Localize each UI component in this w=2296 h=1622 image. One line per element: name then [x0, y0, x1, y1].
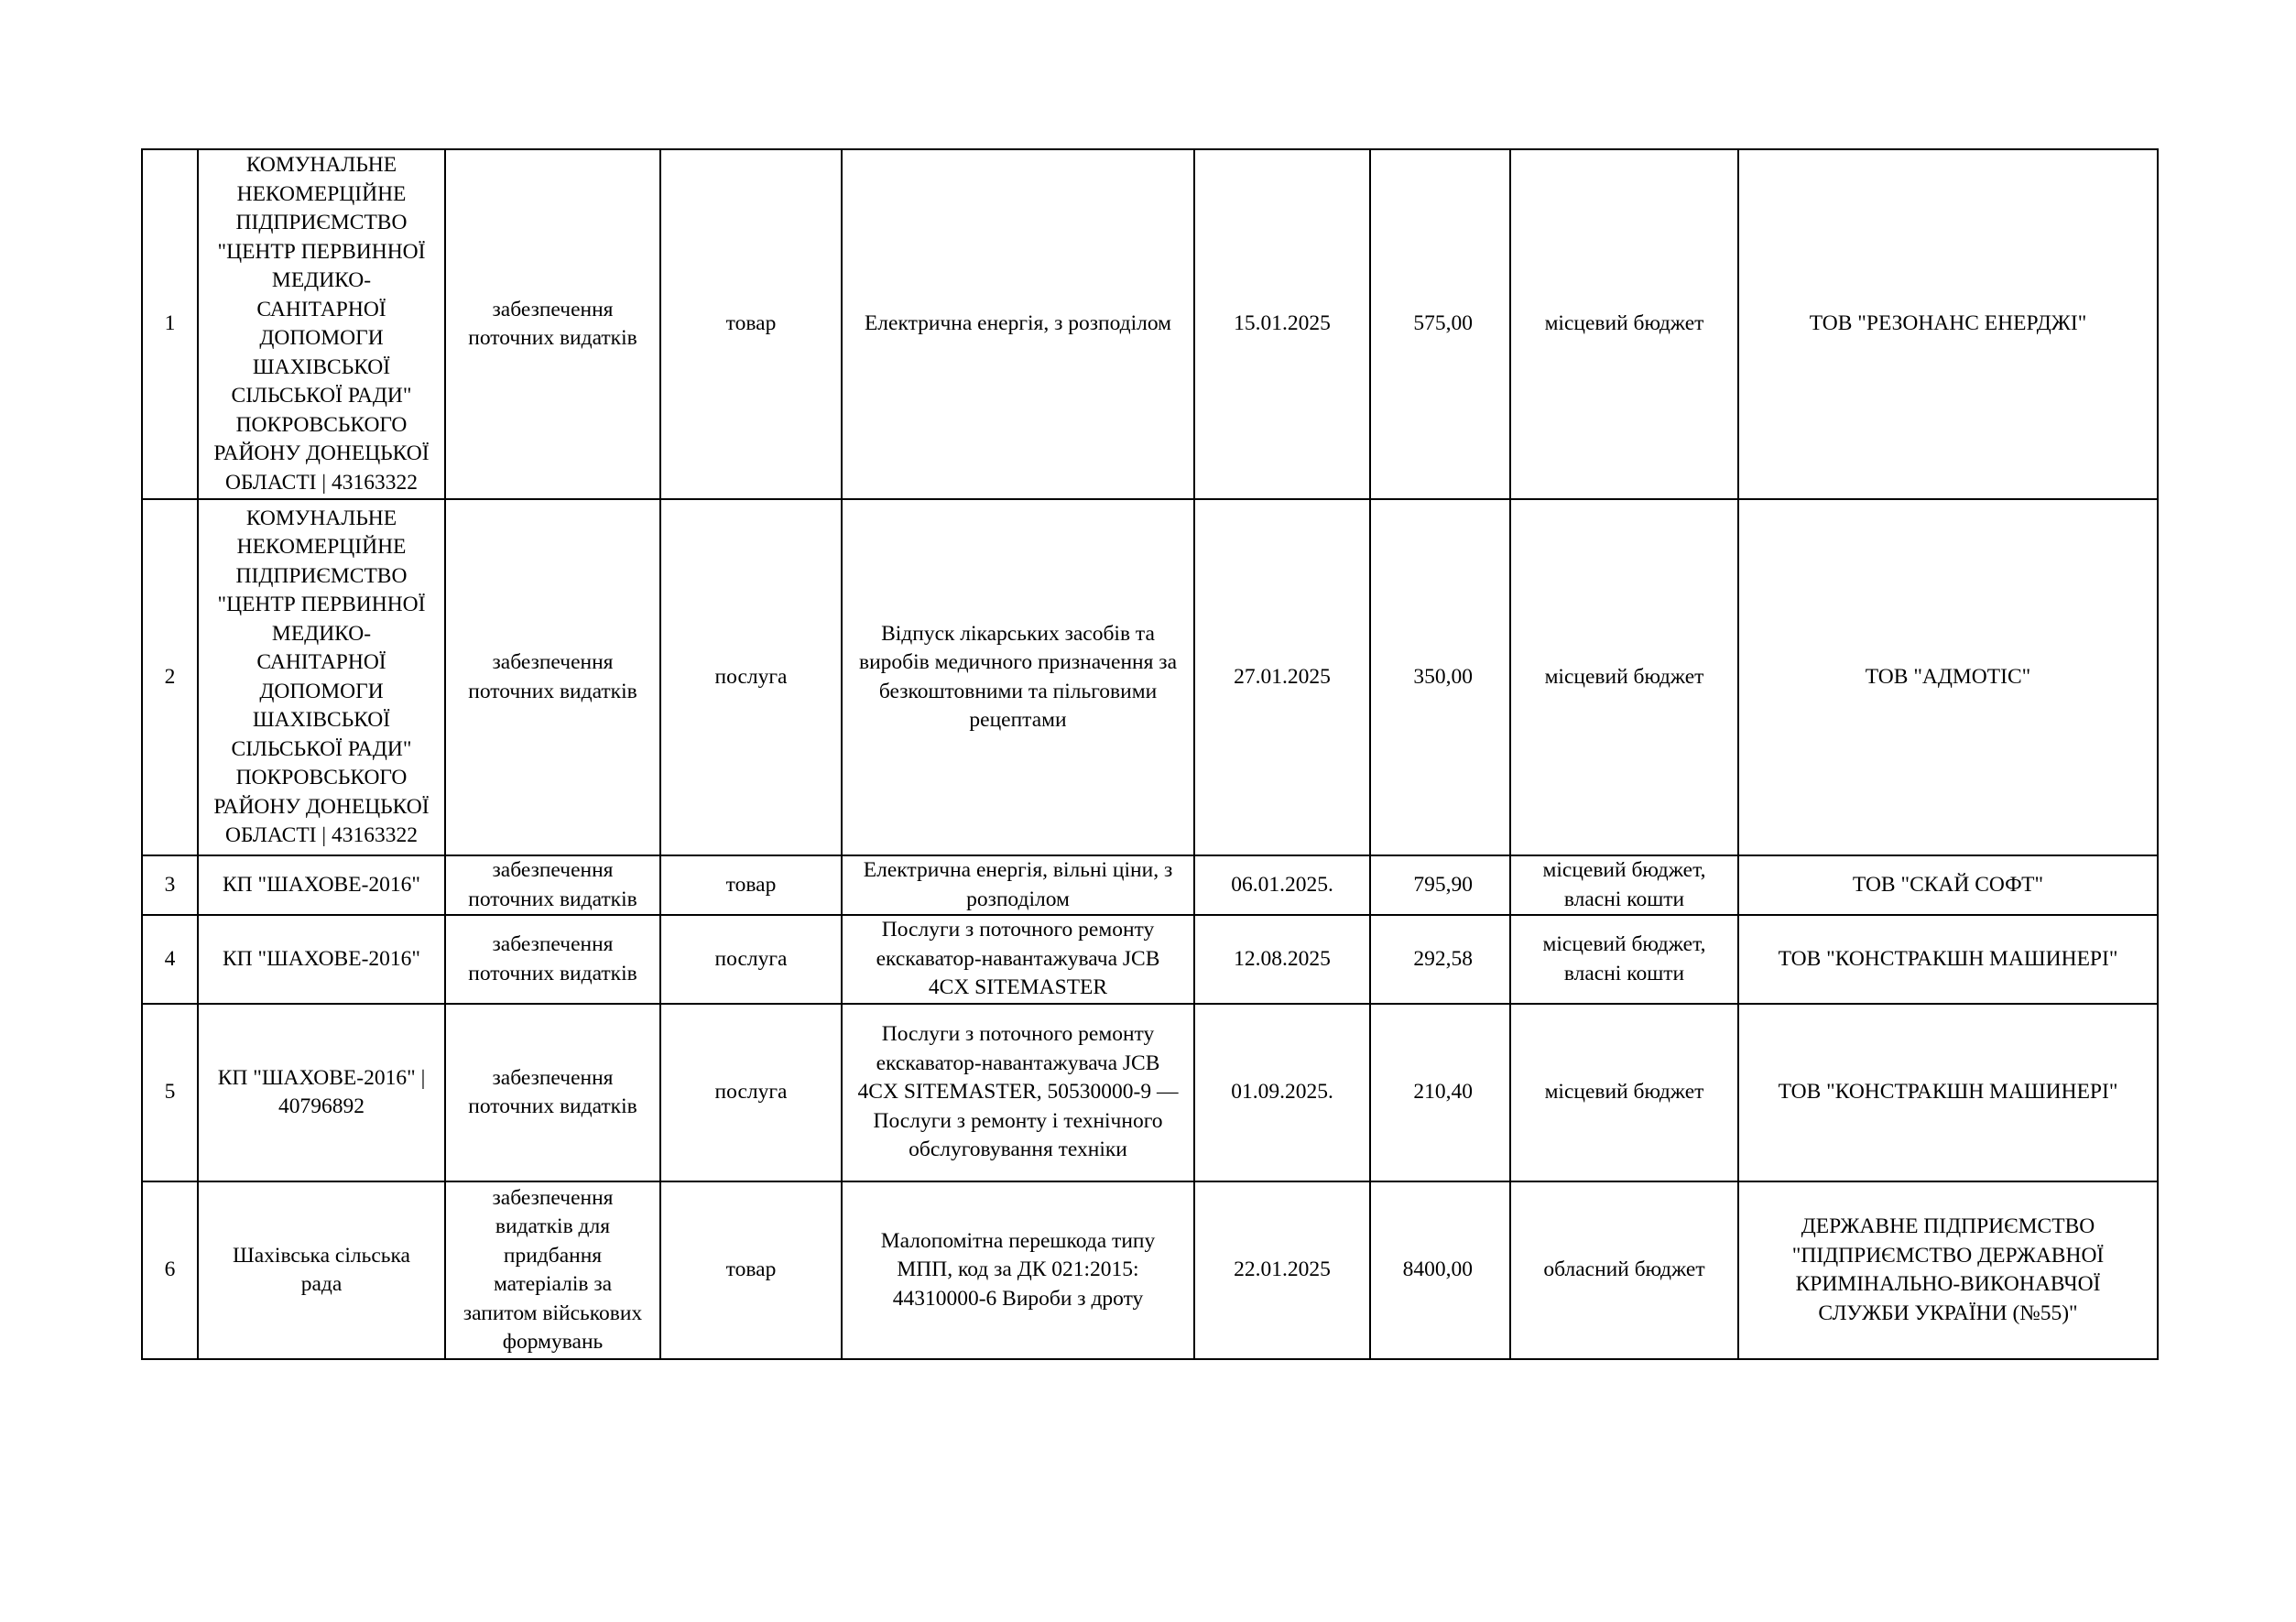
funding-source-cell: місцевий бюджет [1510, 149, 1738, 499]
supplier-cell: ДЕРЖАВНЕ ПІДПРИЄМСТВО "ПІДПРИЄМСТВО ДЕРЖАВНОЇ КРИМІНАЛЬНО-ВИКОНАВЧОЇ СЛУЖБИ УКРАЇНИ (№55)" [1738, 1181, 2158, 1359]
date-cell: 15.01.2025 [1194, 149, 1370, 499]
customer-cell: Шахівська сільська рада [198, 1181, 445, 1359]
type-cell: товар [660, 855, 842, 915]
row-number: 2 [142, 499, 198, 855]
customer-cell: КОМУНАЛЬНЕ НЕКОМЕРЦІЙНЕ ПІДПРИЄМСТВО "ЦЕНТР ПЕРВИННОЇ МЕДИКО- САНІТАРНОЇ ДОПОМОГИ ШАХІВСЬКОЇ СІЛЬСЬКОЇ РАДИ" ПОКРОВСЬКОГО РАЙОНУ ДОНЕЦЬКОЇ ОБЛАСТІ | 43163322 [198, 499, 445, 855]
purpose-cell: забезпечення поточних видатків [445, 499, 660, 855]
purpose-cell: забезпечення поточних видатків [445, 1004, 660, 1181]
date-cell: 06.01.2025. [1194, 855, 1370, 915]
funding-source-cell: обласний бюджет [1510, 1181, 1738, 1359]
type-cell: товар [660, 1181, 842, 1359]
amount-cell: 795,90 [1370, 855, 1510, 915]
date-cell: 27.01.2025 [1194, 499, 1370, 855]
table-row [142, 915, 2158, 1004]
table-row [142, 1181, 2158, 1359]
date-cell: 22.01.2025 [1194, 1181, 1370, 1359]
customer-cell: КП "ШАХОВЕ-2016" [198, 855, 445, 915]
subject-cell: Відпуск лікарських засобів та виробів медичного призначення за безкоштовними та пільговими рецептами [842, 499, 1194, 855]
type-cell: послуга [660, 1004, 842, 1181]
table-row [142, 1004, 2158, 1181]
date-cell: 01.09.2025. [1194, 1004, 1370, 1181]
funding-source-cell: місцевий бюджет [1510, 1004, 1738, 1181]
subject-cell: Електрична енергія, з розподілом [842, 149, 1194, 499]
customer-cell: КОМУНАЛЬНЕ НЕКОМЕРЦІЙНЕ ПІДПРИЄМСТВО "ЦЕНТР ПЕРВИННОЇ МЕДИКО- САНІТАРНОЇ ДОПОМОГИ ШАХІВСЬКОЇ СІЛЬСЬКОЇ РАДИ" ПОКРОВСЬКОГО РАЙОНУ ДОНЕЦЬКОЇ ОБЛАСТІ | 43163322 [198, 149, 445, 499]
purpose-cell: забезпечення поточних видатків [445, 855, 660, 915]
table-row [142, 499, 2158, 855]
row-number: 1 [142, 149, 198, 499]
subject-cell: Послуги з поточного ремонту екскаватор-навантажувача JCB 4CX SITEMASTER, 50530000-9 — Послуги з ремонту і технічного обслуговування техніки [842, 1004, 1194, 1181]
date-cell: 12.08.2025 [1194, 915, 1370, 1004]
amount-cell: 575,00 [1370, 149, 1510, 499]
table-row [142, 149, 2158, 499]
funding-source-cell: місцевий бюджет [1510, 499, 1738, 855]
supplier-cell: ТОВ "КОНСТРАКШН МАШИНЕРІ" [1738, 915, 2158, 1004]
type-cell: послуга [660, 499, 842, 855]
supplier-cell: ТОВ "СКАЙ СОФТ" [1738, 855, 2158, 915]
subject-cell: Малопомітна перешкода типу МПП, код за ДК 021:2015: 44310000-6 Вироби з дроту [842, 1181, 1194, 1359]
row-number: 3 [142, 855, 198, 915]
row-number: 5 [142, 1004, 198, 1181]
amount-cell: 292,58 [1370, 915, 1510, 1004]
supplier-cell: ТОВ "АДМОТІС" [1738, 499, 2158, 855]
supplier-cell: ТОВ "КОНСТРАКШН МАШИНЕРІ" [1738, 1004, 2158, 1181]
amount-cell: 350,00 [1370, 499, 1510, 855]
amount-cell: 210,40 [1370, 1004, 1510, 1181]
row-number: 4 [142, 915, 198, 1004]
type-cell: товар [660, 149, 842, 499]
row-number: 6 [142, 1181, 198, 1359]
customer-cell: КП "ШАХОВЕ-2016" | 40796892 [198, 1004, 445, 1181]
supplier-cell: ТОВ "РЕЗОНАНС ЕНЕРДЖІ" [1738, 149, 2158, 499]
table-row [142, 855, 2158, 915]
amount-cell: 8400,00 [1370, 1181, 1510, 1359]
procurement-table [141, 148, 2159, 1360]
funding-source-cell: місцевий бюджет, власні кошти [1510, 915, 1738, 1004]
type-cell: послуга [660, 915, 842, 1004]
funding-source-cell: місцевий бюджет, власні кошти [1510, 855, 1738, 915]
customer-cell: КП "ШАХОВЕ-2016" [198, 915, 445, 1004]
subject-cell: Послуги з поточного ремонту екскаватор-навантажувача JCB 4CX SITEMASTER [842, 915, 1194, 1004]
purpose-cell: забезпечення поточних видатків [445, 149, 660, 499]
subject-cell: Електрична енергія, вільні ціни, з розподілом [842, 855, 1194, 915]
purpose-cell: забезпечення видатків для придбання матеріалів за запитом військових формувань [445, 1181, 660, 1359]
purpose-cell: забезпечення поточних видатків [445, 915, 660, 1004]
